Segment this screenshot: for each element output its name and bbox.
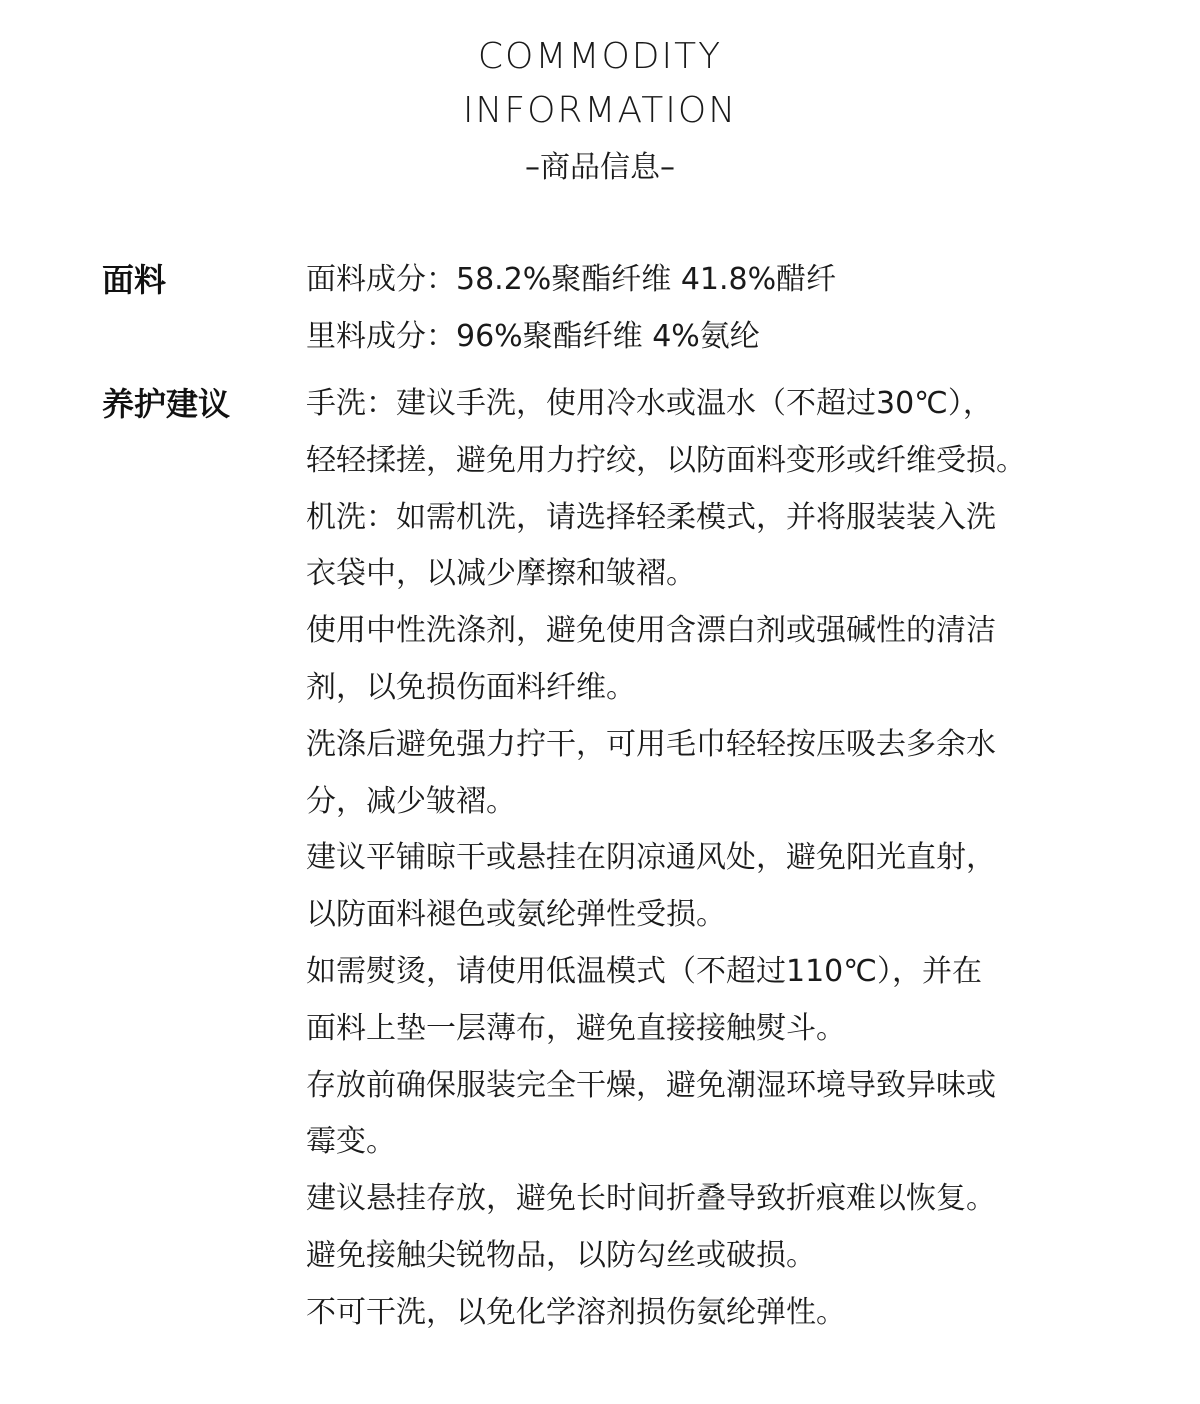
- care-line: 霉变。: [306, 1124, 396, 1160]
- care-line: 衣袋中，以减少摩擦和皱褶。: [306, 556, 696, 592]
- care-lines: [306, 376, 1166, 1342]
- care-line: 如需熨烫，请使用低温模式（不超过110℃），并在: [306, 953, 982, 989]
- care-line: 面料上垫一层薄布，避免直接接触熨斗。: [306, 1010, 846, 1046]
- title-line-2: INFORMATION: [462, 90, 738, 131]
- fabric-line: 里料成分：96%聚酯纤维 4%氨纶: [306, 318, 760, 354]
- subtitle: –商品信息–: [525, 150, 675, 185]
- care-line: 轻轻揉搓，避免用力拧绞，以防面料变形或纤维受损。: [306, 442, 1026, 478]
- care-line: 洗涤后避免强力拧干，可用毛巾轻轻按压吸去多余水: [306, 726, 996, 762]
- fabric-label: 面料: [102, 261, 167, 299]
- care-line: 分，减少皱褶。: [306, 783, 516, 819]
- care-line: 建议悬挂存放，避免长时间折叠导致折痕难以恢复。: [306, 1181, 996, 1217]
- care-line: 机洗：如需机洗，请选择轻柔模式，并将服装装入洗: [306, 499, 996, 535]
- care-line: 手洗：建议手洗，使用冷水或温水（不超过30℃），: [306, 386, 993, 421]
- care-line: 不可干洗，以免化学溶剂损伤氨纶弹性。: [306, 1294, 846, 1330]
- care-label: 养护建议: [102, 385, 231, 423]
- header: [0, 30, 1200, 188]
- fabric-line: 面料成分：58.2%聚酯纤维 41.8%醋纤: [306, 262, 837, 297]
- care-line: 避免接触尖锐物品，以防勾丝或破损。: [306, 1237, 816, 1273]
- title-line-1: COMMODITY: [477, 36, 723, 77]
- fabric-lines: [306, 252, 1166, 366]
- care-line: 建议平铺晾干或悬挂在阴凉通风处，避免阳光直射，: [306, 840, 996, 876]
- care-line: 使用中性洗涤剂，避免使用含漂白剂或强碱性的清洁: [306, 613, 996, 649]
- care-line: 剂，以免损伤面料纤维。: [306, 669, 636, 705]
- care-line: 以防面料褪色或氨纶弹性受损。: [306, 897, 726, 933]
- care-line: 存放前确保服装完全干燥，避免潮湿环境导致异味或: [306, 1067, 996, 1103]
